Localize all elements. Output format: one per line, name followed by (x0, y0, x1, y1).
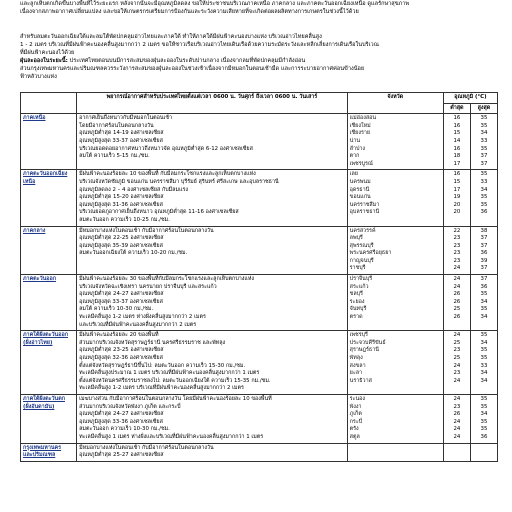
intro-paragraph-1: และลูกเห็บตกเกิดขึ้นบางพื้นที่ไว้ระยะแรก หลังจากนั้นจะมีอุณหภูมิลดลง ขอให้ประชาชนบริเวณภาคเหนือ ภาคกลาง และภาคตะวันออกเฉียงเหนือ ดูแลรักษาสุขภาพ เนื่องจากสภาพอากาศเปลี่ยนแปลง และขอให้เกษตรกรเตรียมการป้องกันและระวังความเสียหายที่จะเกิดต่อผลผลิตทางการเกษตรในช่วงนี้ไว้ด้วย (20, 1, 410, 15)
forecast-text: เมฆบางส่วน กับมีอากาศร้อนในตอนกลางวัน โดยมีฝนฟ้าคะนองร้อยละ 10 ของพื้นที่ ส่วนมากบริเวณจังหวัดพังงา ภูเก็ต และกระบี่ อุณหภูมิต่ำสุด 24-27 องศาเซลเซียส อุณหภูมิสูงสุด 33-36 องศาเซลเซียส ลมตะวันออก ความเร็ว 10-30 กม./ชม. ทะเลมีคลื่นสูง 1 เมตร ห่างฝั่งและบริเวณที่มีฝนฟ้าคะนองคลื่นสูงมากกว่า 1 เมตร (77, 394, 348, 443)
table-row (21, 275, 498, 331)
province-list: แม่ฮ่องสอน เชียงใหม่ เชียงราย น่าน ลำปาง ตาก เพชรบูรณ์ (347, 114, 443, 170)
forecast-table (20, 92, 498, 462)
dust-label: ฝุ่นละอองในระยะนี้: (20, 58, 68, 64)
region-east: ภาคตะวันออก (21, 275, 77, 331)
max-temps: 35 33 34 35 35 36 (470, 170, 497, 226)
forecast-text: อากาศเย็นถึงหนาวกับมีหมอกในตอนเช้า โดยมีอากาศร้อนในตอนกลางวัน อุณหภูมิต่ำสุด 14-19 องศาเซลเซียส อุณหภูมิสูงสุด 33-37 องศาเซลเซียส บริเวณยอดดอยอากาศหนาวถึงหนาวจัด อุณหภูมิต่ำสุด 6-12 องศาเซลเซียส ลมใต้ ความเร็ว 5-15 กม./ชม. (77, 114, 348, 170)
table-row (21, 226, 498, 275)
region-south-west-coast: ภาคใต้ฝั่งตะวันตก (ฝั่งอันดามัน) (21, 394, 77, 443)
max-temps: 37 36 35 34 35 34 (470, 275, 497, 331)
dust-paragraph (20, 58, 494, 81)
min-temps: 24 23 26 24 24 24 (443, 394, 470, 443)
region-northeast: ภาคตะวันออกเฉียงเหนือ (21, 170, 77, 226)
min-temps: 16 16 15 14 16 18 17 (443, 114, 470, 170)
header-forecast: พยากรณ์อากาศสำหรับประเทศไทยตั้งแต่เวลา 0600 น. วันศุกร์ ถึงเวลา 0600 น. วันเสาร์ (77, 93, 348, 114)
province-list: เลย นครพนม อุดรธานี ขอนแก่น นครราชสีมา อุบลราชธานี (347, 170, 443, 226)
region-bangkok: กรุงเทพมหานคร และปริมณฑล (21, 443, 77, 461)
province-list (347, 443, 443, 461)
dust-text: ประเทศไทยตอนบนมีการสะสมของฝุ่นละอองในระดับปานกลาง เนื่องจากลมที่พัดปกคลุมมีกำลังอ่อน ส่วนกรุงเทพมหานครและปริมณฑลควรระวังการสะสมของฝุ่นละอองในช่วงเช้าเนื่องจากมีหมอกในตอนเช้ามืด และการระบายอากาศค่อนข้างน้อย ฟ้าหลัวบางแห่ง (20, 58, 365, 80)
table-row (21, 114, 498, 170)
header-min: ต่ำสุด (443, 103, 470, 114)
max-temps: 35 34 35 35 33 34 34 (470, 331, 497, 395)
max-temps (470, 443, 497, 461)
min-temps: 22 23 23 23 23 24 (443, 226, 470, 275)
table-row (21, 394, 498, 443)
min-temps (443, 443, 470, 461)
province-list: เพชรบุรี ประจวบคีรีขันธ์ สุราษฎร์ธานี พัทลุง สงขลา ยะลา นราธิวาส (347, 331, 443, 395)
header-max: สูงสุด (470, 103, 497, 114)
min-temps: 16 15 17 19 20 20 (443, 170, 470, 226)
table-row (21, 443, 498, 461)
table-header-row (21, 93, 498, 104)
forecast-text: มีฝนฟ้าคะนองร้อยละ 10 ของพื้นที่ กับมีลมกระโชกแรงและลูกเห็บตกบางแห่ง บริเวณจังหวัดชัยภูมิ ขอนแก่น นครราชสีมา บุรีรัมย์ สุรินทร์ ศรีสะเกษ และอุบลราชธานี อุณหภูมิลดลง 2 – 4 องศาเซลเซียส กับมีลมแรง อุณหภูมิต่ำสุด 15-20 องศาเซลเซียส อุณหภูมิสูงสุด 31-36 องศาเซลเซียส บริเวณยอดภูอากาศเย็นถึงหนาว อุณหภูมิต่ำสุด 11-16 องศาเซลเซียส ลมตะวันออก ความเร็ว 10-25 กม./ชม. (77, 170, 348, 226)
region-central: ภาคกลาง (21, 226, 77, 275)
header-temperature: อุณหภูมิ (°C) (443, 93, 497, 104)
province-list: นครสวรรค์ ลพบุรี สุพรรณบุรี พระนครศรีอยุธยา กาญจนบุรี ราชบุรี (347, 226, 443, 275)
max-temps: 35 35 34 33 35 37 37 (470, 114, 497, 170)
max-temps: 35 35 34 35 35 36 (470, 394, 497, 443)
forecast-text: มีหมอกบางแห่งในตอนเช้า กับมีอากาศร้อนในตอนกลางวัน อุณหภูมิต่ำสุด 25-27 องศาเซลเซียส (77, 443, 348, 461)
min-temps: 24 24 26 26 25 26 (443, 275, 470, 331)
table-row (21, 331, 498, 395)
province-list: ระนอง พังงา ภูเก็ต กระบี่ ตรัง สตูล (347, 394, 443, 443)
province-list: ปราจีนบุรี สระแก้ว ชลบุรี ระยอง จันทบุรี ตราด (347, 275, 443, 331)
intro-paragraph-2: สำหรับลมตะวันออกเฉียงใต้และลมใต้พัดปกคลุมอ่าวไทยและภาคใต้ ทำให้ภาคใต้มีฝนฟ้าคะนองบางแห่ง บริเวณอ่าวไทยคลื่นสูง 1 - 2 เมตร บริเวณที่มีฝนฟ้าคะนองคลื่นสูงมากกว่า 2 เมตร ขอให้ชาวเรือบริเวณอ่าวไทยเดินเรือด้วยความระมัดระวังและหลีกเลี่ยงการเดินเรือในบริเวณ ที่มีฝนฟ้าคะนองไว้ด้วย (20, 34, 379, 56)
max-temps: 38 37 37 36 39 37 (470, 226, 497, 275)
forecast-text: มีฝนฟ้าคะนองร้อยละ 30 ของพื้นที่กับมีลมกระโชกแรงและลูกเห็บตกบางแห่ง บริเวณจังหวัดฉะเชิงเทรา นครนายก ปราจีนบุรี และสระแก้ว อุณหภูมิต่ำสุด 24-27 องศาเซลเซียส อุณหภูมิสูงสุด 33-37 องศาเซลเซียส ลมใต้ ความเร็ว 10-30 กม./ชม. ทะเลมีคลื่นสูง 1-2 เมตร ห่างฝั่งคลื่นสูงมากกว่า 2 เมตร และบริเวณที่มีฝนฟ้าคะนองคลื่นสูงมากกว่า 2 เมตร (77, 275, 348, 331)
region-south-east-coast: ภาคใต้ฝั่งตะวันออก (ฝั่งอ่าวไทย) (21, 331, 77, 395)
header-province: จังหวัด (347, 93, 443, 114)
min-temps: 24 25 23 25 24 23 24 (443, 331, 470, 395)
forecast-text: มีฝนฟ้าคะนองร้อยละ 20 ของพื้นที่ ส่วนมากบริเวณจังหวัดสุราษฎร์ธานี นครศรีธรรมราช และพัทลุง อุณหภูมิต่ำสุด 23-25 องศาเซลเซียส อุณหภูมิสูงสุด 32-36 องศาเซลเซียส ตั้งแต่จังหวัดสุราษฎร์ธานีขึ้นไป: ลมตะวันออก ความเร็ว 15-30 กม./ชม. ทะเลมีคลื่นสูงประมาณ 1 เมตร บริเวณที่มีฝนฟ้าคะนองคลื่นสูงมากกว่า 1 เมตร ตั้งแต่จังหวัดนครศรีธรรมราชลงไป: ลมตะวันออกเฉียงใต้ ความเร็ว 15-35 กม./ชม. ทะเลมีคลื่นสูง 1-2 เมตร บริเวณที่มีฝนฟ้าคะนองคลื่นสูงมากกว่า 2 เมตร (77, 331, 348, 395)
forecast-text: มีหมอกบางแห่งในตอนเช้า กับมีอากาศร้อนในตอนกลางวัน อุณหภูมิต่ำสุด 22-25 องศาเซลเซียส อุณหภูมิสูงสุด 35-39 องศาเซลเซียส ลมตะวันออกเฉียงใต้ ความเร็ว 10-20 กม./ชม. (77, 226, 348, 275)
table-row (21, 170, 498, 226)
region-north: ภาคเหนือ (21, 114, 77, 170)
header-region-cell (21, 93, 77, 114)
